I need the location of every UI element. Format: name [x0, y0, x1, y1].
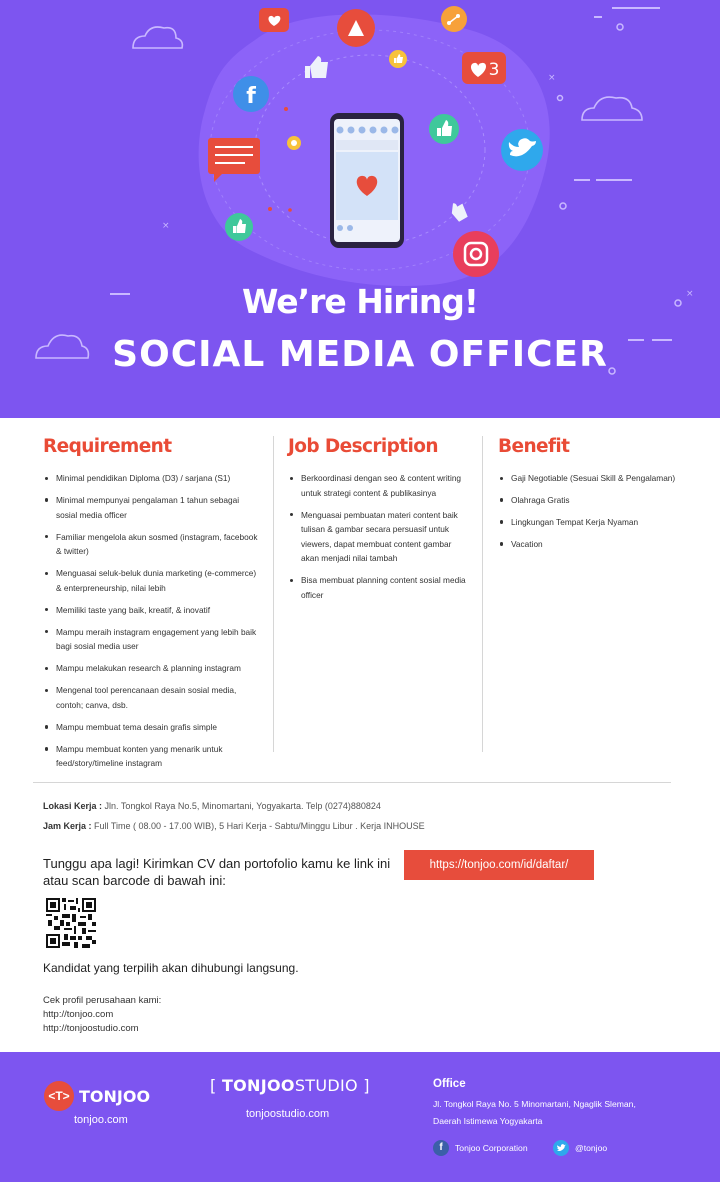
list-item: Mampu membuat tema desain grafis simple	[43, 720, 261, 735]
twitter-icon	[501, 129, 543, 171]
list-item: Mampu membuat konten yang menarik untuk feed/story/timeline instagram	[43, 742, 261, 771]
facebook-label: Tonjoo Corporation	[455, 1143, 528, 1153]
location-label: Lokasi Kerja :	[43, 801, 103, 811]
office-address: Jl. Tongkol Raya No. 5 Minomartani, Ngaglik Sleman, Daerah Istimewa Yogyakarta	[433, 1099, 636, 1126]
list-item: Vacation	[498, 537, 698, 552]
benefit-heading: Benefit	[498, 436, 570, 457]
requirement-section	[43, 436, 261, 778]
list-item: Menguasai seluk-beluk dunia marketing (e-commerce) & enterpreneurship, nilai lebih	[43, 566, 261, 595]
coin-icon	[287, 136, 301, 150]
job-description-section	[288, 436, 466, 610]
benefit-section	[498, 436, 698, 559]
profile-label: Cek profil perusahaan kami:	[43, 995, 162, 1006]
tonjoostudio-url[interactable]: tonjoostudio.com	[246, 1108, 330, 1120]
list-item: Gaji Negotiable (Sesuai Skill & Pengalaman)	[498, 471, 698, 486]
list-item: Minimal mempunyai pengalaman 1 tahun sebagai sosial media officer	[43, 493, 261, 522]
office-heading: Office	[433, 1078, 466, 1090]
list-item: Mampu meraih instagram engagement yang lebih baik bagi sosial media user	[43, 625, 261, 654]
job-details	[0, 418, 720, 769]
column-divider	[273, 436, 274, 752]
profile-link[interactable]: http://tonjoo.com	[43, 1009, 114, 1020]
like-icon	[225, 213, 253, 241]
list-item: Mampu melakukan research & planning instagram	[43, 661, 261, 676]
hiring-subtitle: We’re Hiring!	[242, 282, 478, 321]
section-divider	[33, 782, 671, 783]
hours-label: Jam Kerja :	[43, 821, 92, 831]
hero-banner	[0, 0, 720, 418]
company-profile	[43, 994, 161, 1036]
svg-text:×: ×	[548, 73, 556, 83]
call-to-action	[43, 855, 403, 889]
twitter-label: @tonjoo	[575, 1143, 608, 1153]
qr-code[interactable]	[46, 898, 96, 948]
location-value: Jln. Tongkol Raya No.5, Minomartani, Yogyakarta. Telp (0274)880824	[102, 801, 381, 811]
list-item: Bisa membuat planning content sosial media officer	[288, 573, 466, 602]
like-icon	[389, 50, 407, 68]
list-item: Mengenal tool perencanaan desain sosial media, contoh; canva, dsb.	[43, 683, 261, 712]
tonjoo-logo-word: TONJOO	[79, 1086, 151, 1106]
heart-badge-icon	[259, 8, 289, 32]
tonjoostudio-logo[interactable]	[210, 1076, 370, 1095]
twitter-icon	[553, 1140, 569, 1156]
svg-text:×: ×	[686, 289, 694, 299]
facebook-icon: f	[433, 1140, 449, 1156]
tonjoo-logo[interactable]	[44, 1080, 150, 1112]
list-item: Memiliki taste yang baik, kreatif, & inovatif	[43, 603, 261, 618]
column-divider	[482, 436, 483, 752]
cloud-icon	[582, 97, 642, 120]
instagram-icon	[453, 231, 499, 277]
list-item: Familiar mengelola akun sosmed (instagram, facebook & twitter)	[43, 530, 261, 559]
footer	[0, 1052, 720, 1182]
phone-illustration	[330, 113, 404, 248]
tonjoo-url[interactable]: tonjoo.com	[74, 1114, 128, 1126]
list-item: Olahraga Gratis	[498, 493, 698, 508]
svg-text:×: ×	[162, 221, 170, 231]
work-location	[43, 801, 381, 811]
job-description-heading: Job Description	[288, 436, 438, 457]
tonjoo-logo-mark: <T>	[44, 1081, 74, 1111]
requirement-list	[43, 471, 261, 771]
work-hours	[43, 821, 425, 831]
twitter-link[interactable]	[553, 1140, 607, 1156]
svg-text:3: 3	[488, 60, 500, 80]
svg-text:f: f	[246, 84, 256, 109]
cta-line-1: Tunggu apa lagi! Kirimkan CV dan portofolio kamu ke link ini	[43, 856, 391, 871]
youtube-icon	[337, 9, 375, 47]
list-item: Berkoordinasi dengan seo & content writing untuk strategi content & publikasinya	[288, 471, 466, 500]
logo-bracket: ]	[363, 1076, 370, 1095]
list-item: Lingkungan Tempat Kerja Nyaman	[498, 515, 698, 530]
logo-word-light: STUDIO	[294, 1076, 358, 1095]
like-icon	[429, 114, 459, 144]
facebook-icon	[233, 76, 269, 112]
share-icon	[441, 6, 467, 32]
logo-bracket: [	[210, 1076, 217, 1095]
benefit-list	[498, 471, 698, 552]
notification-badge-icon	[462, 52, 506, 84]
list-item: Minimal pendidikan Diploma (D3) / sarjana (S1)	[43, 471, 261, 486]
logo-word-bold: TONJOO	[221, 1076, 295, 1095]
apply-link-button[interactable]: https://tonjoo.com/id/daftar/	[404, 850, 594, 880]
job-description-list	[288, 471, 466, 603]
cloud-icon	[133, 27, 182, 48]
facebook-link[interactable]	[433, 1140, 528, 1156]
profile-link[interactable]: http://tonjoostudio.com	[43, 1023, 139, 1034]
selected-candidate-note: Kandidat yang terpilih akan dihubungi langsung.	[43, 961, 299, 975]
list-item: Menguasai pembuatan materi content baik tulisan & gambar secara persuasif untuk viewers, dapat membuat content gambar akan menjadi nilai tambah	[288, 508, 466, 566]
cta-line-2: atau scan barcode di bawah ini:	[43, 873, 226, 888]
job-title: SOCIAL MEDIA OFFICER	[112, 334, 608, 375]
hours-value: Full Time ( 08.00 - 17.00 WIB), 5 Hari Kerja - Sabtu/Minggu Libur . Kerja INHOUSE	[91, 821, 425, 831]
requirement-heading: Requirement	[43, 436, 172, 457]
